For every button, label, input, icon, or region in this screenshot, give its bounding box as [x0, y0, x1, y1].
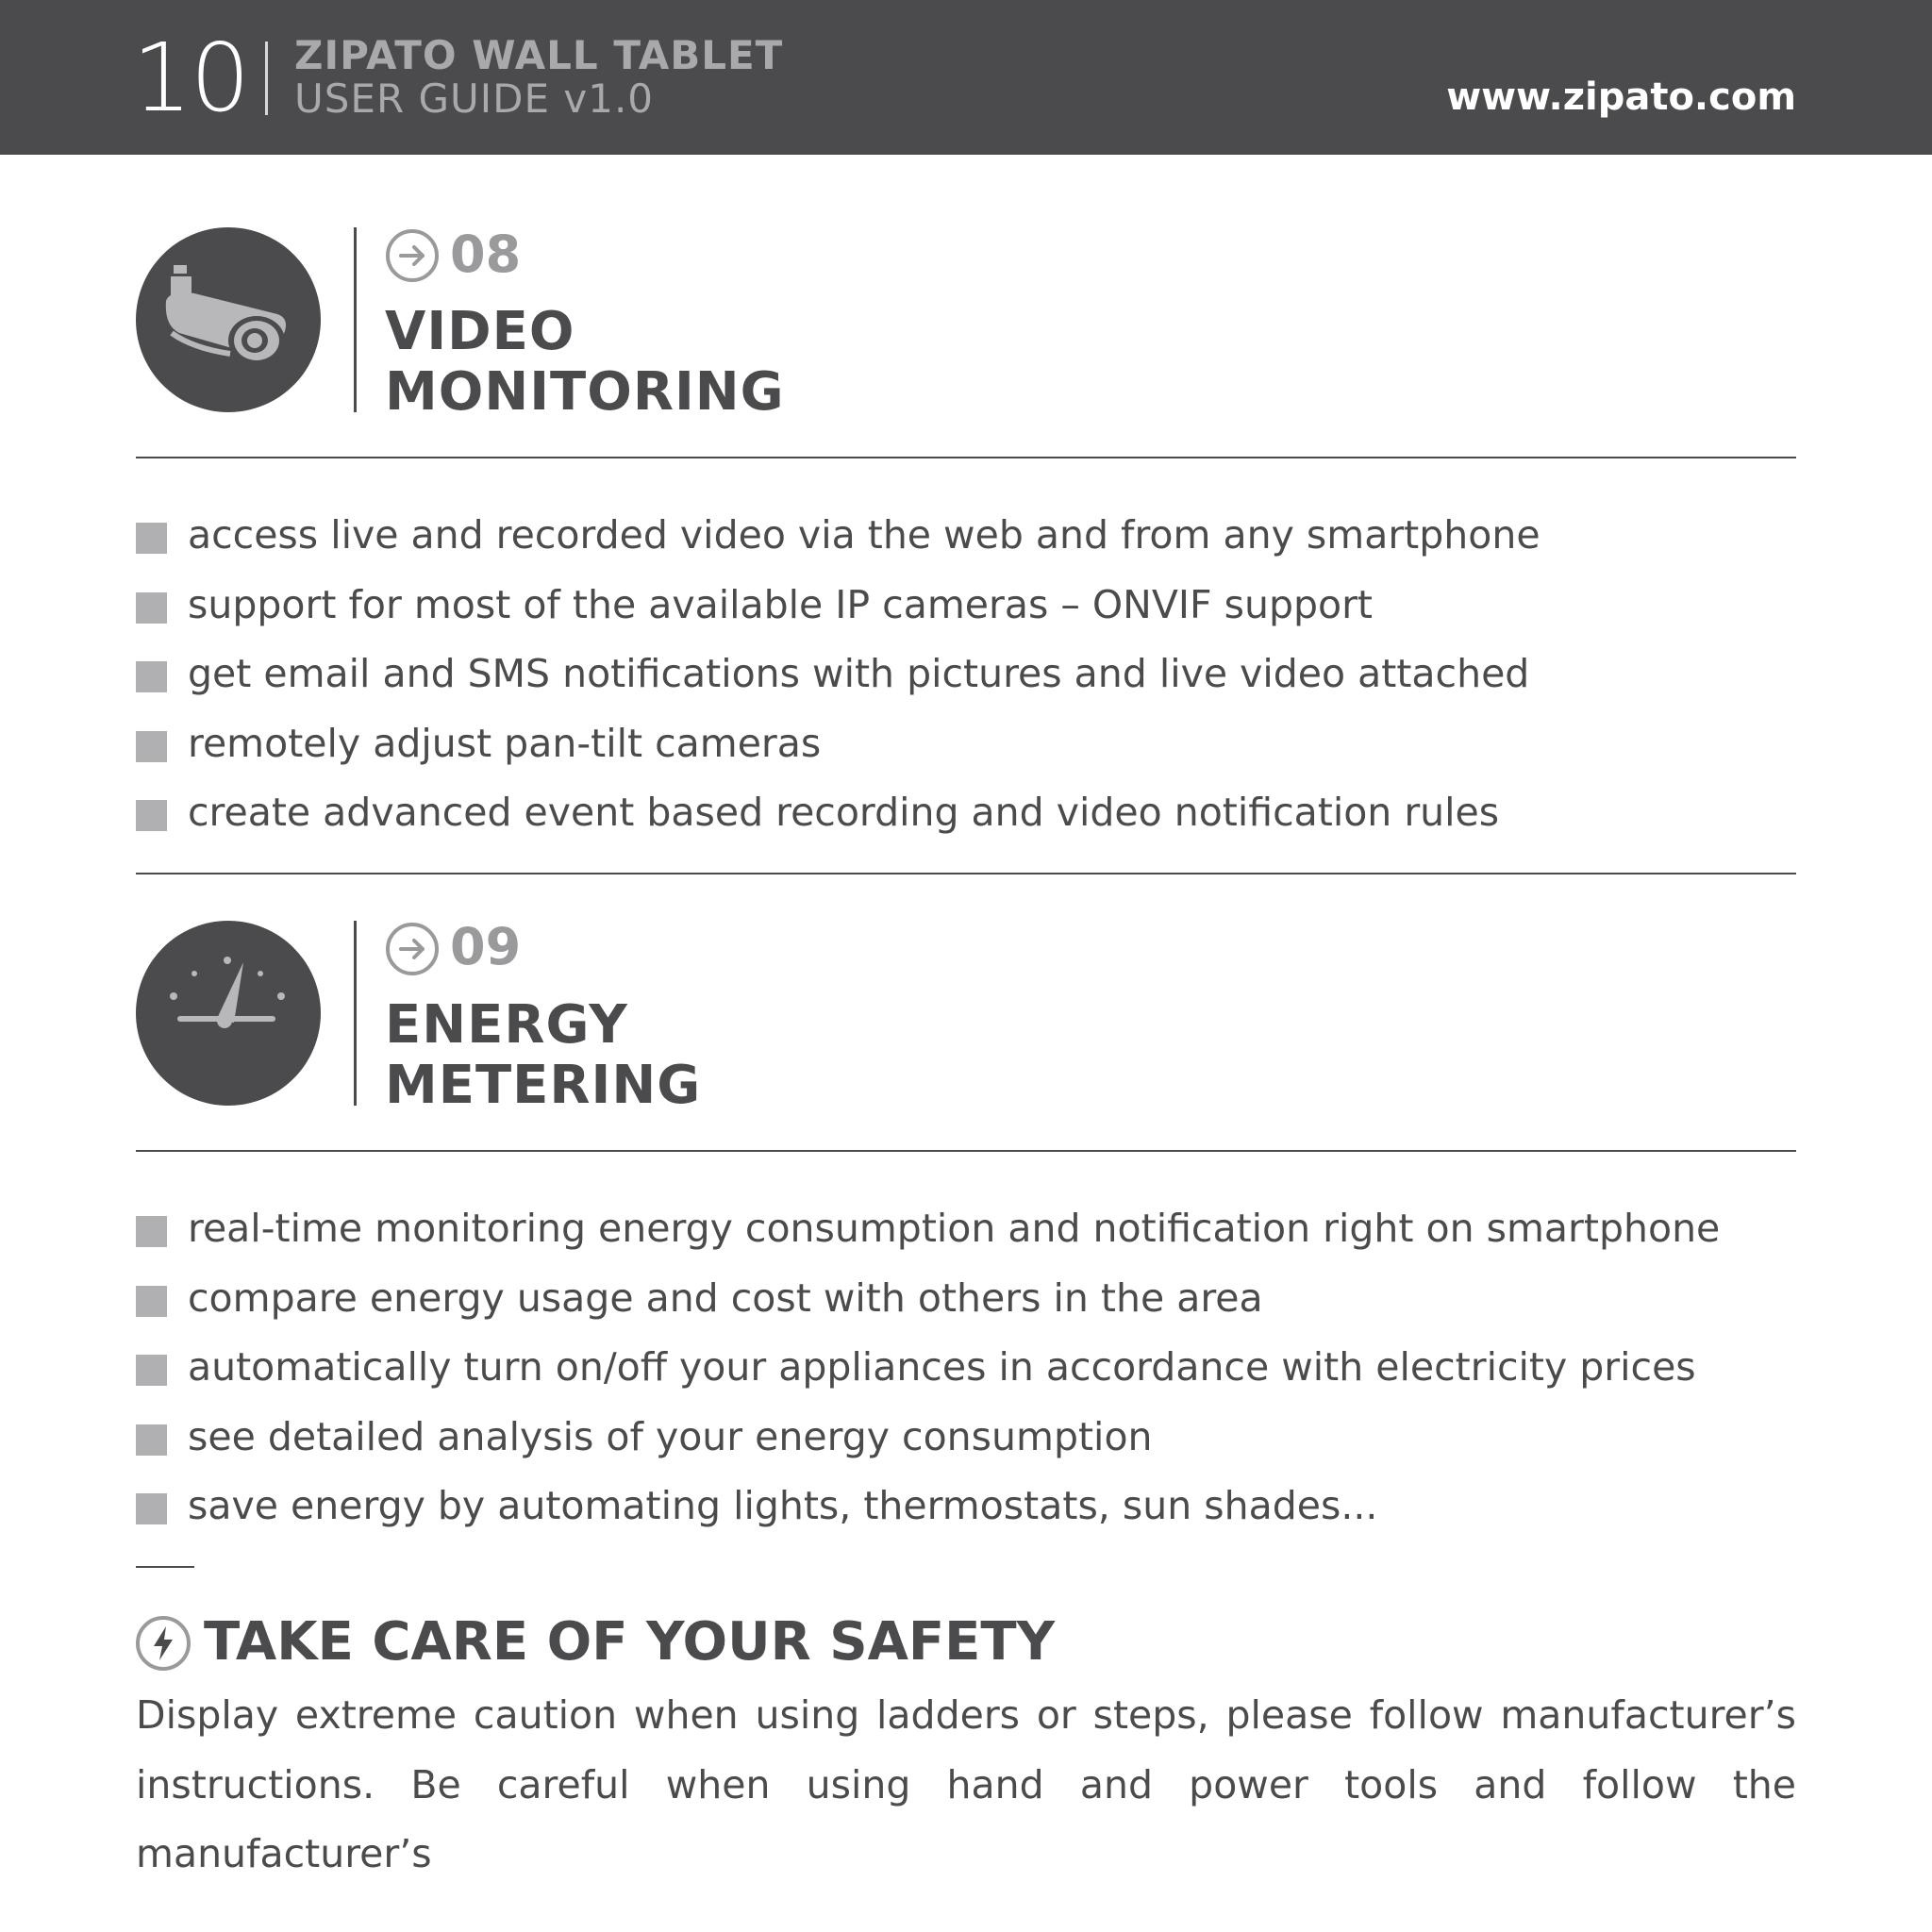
safety-body-text: Display extreme caution when using ladders or steps, please follow manufacturer’s instructions. Be careful when using hand and power tools and follow the manufacturer’s — [136, 1692, 1796, 1876]
bullet-square-icon — [136, 592, 167, 624]
section-divider — [354, 227, 357, 412]
gauge-meter-icon — [136, 921, 321, 1106]
security-camera-icon — [136, 227, 321, 412]
section-title-line1: ENERGY — [385, 994, 628, 1056]
bullet-square-icon — [136, 661, 167, 692]
divider-line — [136, 457, 1796, 458]
bullet-square-icon — [136, 1355, 167, 1386]
lightning-bolt-icon — [135, 1615, 192, 1672]
section-number: 08 — [450, 225, 522, 284]
bullet-square-icon — [136, 1286, 167, 1317]
arrow-right-circle-icon — [385, 922, 440, 976]
page-number: 10 — [132, 23, 249, 133]
bullet-square-icon — [136, 800, 167, 831]
section-title-line1: VIDEO — [385, 301, 575, 362]
bullet-square-icon — [136, 1216, 167, 1247]
page-header — [0, 0, 1932, 155]
section-title-line2: METERING — [385, 1055, 702, 1116]
document-subtitle: USER GUIDE v1.0 — [294, 75, 655, 122]
divider-line — [136, 1150, 1796, 1152]
bullet-square-icon — [136, 1424, 167, 1456]
divider-line — [136, 873, 1796, 874]
document-title: ZIPATO WALL TABLET — [294, 32, 784, 78]
bullet-square-icon — [136, 1493, 167, 1524]
section-title-line2: MONITORING — [385, 361, 785, 423]
header-divider — [265, 42, 268, 115]
bullet-square-icon — [136, 731, 167, 762]
section-number: 09 — [450, 917, 522, 976]
safety-heading: TAKE CARE OF YOUR SAFETY — [204, 1611, 1056, 1673]
bullet-square-icon — [136, 523, 167, 554]
short-divider — [136, 1566, 194, 1568]
section-divider — [354, 921, 357, 1106]
website-link[interactable]: www.zipato.com — [1446, 75, 1796, 119]
arrow-right-circle-icon — [385, 228, 440, 283]
